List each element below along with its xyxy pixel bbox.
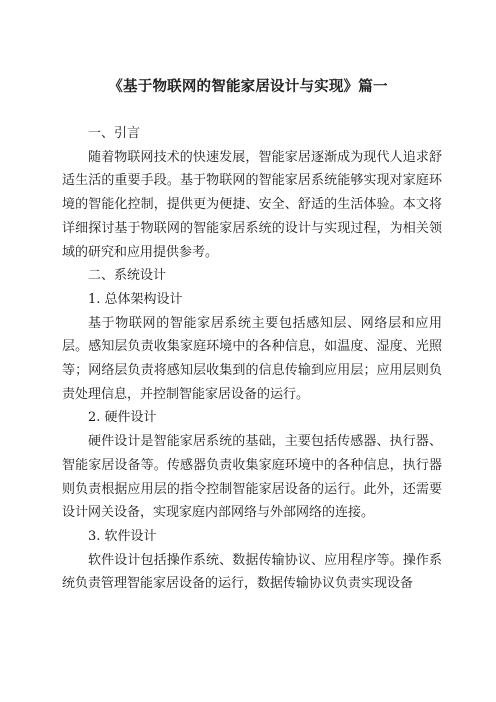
paragraph-architecture: 基于物联网的智能家居系统主要包括感知层、网络层和应用层。感知层负责收集家庭环境中的各种信息，如温度、湿度、光照等；网络层负责将感知层收集到的信息传输到应用层；应用层则负责处理信息，并控制智能家居设备的运行。: [62, 315, 442, 402]
paragraph-software: 软件设计包括操作系统、数据传输协议、应用程序等。操作系统负责管理智能家居设备的运行，数据传输协议负责实现设备: [62, 552, 442, 592]
section-heading-introduction: 一、引言: [88, 126, 141, 141]
subsection-heading-hardware: 2. 硬件设计: [88, 410, 157, 426]
subsection-heading-software: 3. 软件设计: [88, 528, 157, 544]
subsection-heading-architecture: 1. 总体架构设计: [88, 291, 183, 307]
document-title: 《基于物联网的智能家居设计与实现》篇一: [108, 79, 388, 95]
paragraph-hardware: 硬件设计是智能家居系统的基础，主要包括传感器、执行器、智能家居设备等。传感器负责收集家庭环境中的各种信息，执行器则负责根据应用层的指令控制智能家居设备的运行。此外，还需要设计网关设备，实现家庭内部网络与外部网络的连接。: [62, 434, 442, 521]
paragraph-introduction: 随着物联网技术的快速发展，智能家居逐渐成为现代人追求舒适生活的重要手段。基于物联网的智能家居系统能够实现对家庭环境的智能化控制，提供更为便捷、安全、舒适的生活体验。本文将详细探讨基于物联网的智能家居系统的设计与实现过程，为相关领域的研究和应用提供参考。: [62, 149, 442, 260]
section-heading-system-design: 二、系统设计: [88, 268, 167, 284]
document-body: [62, 122, 442, 596]
